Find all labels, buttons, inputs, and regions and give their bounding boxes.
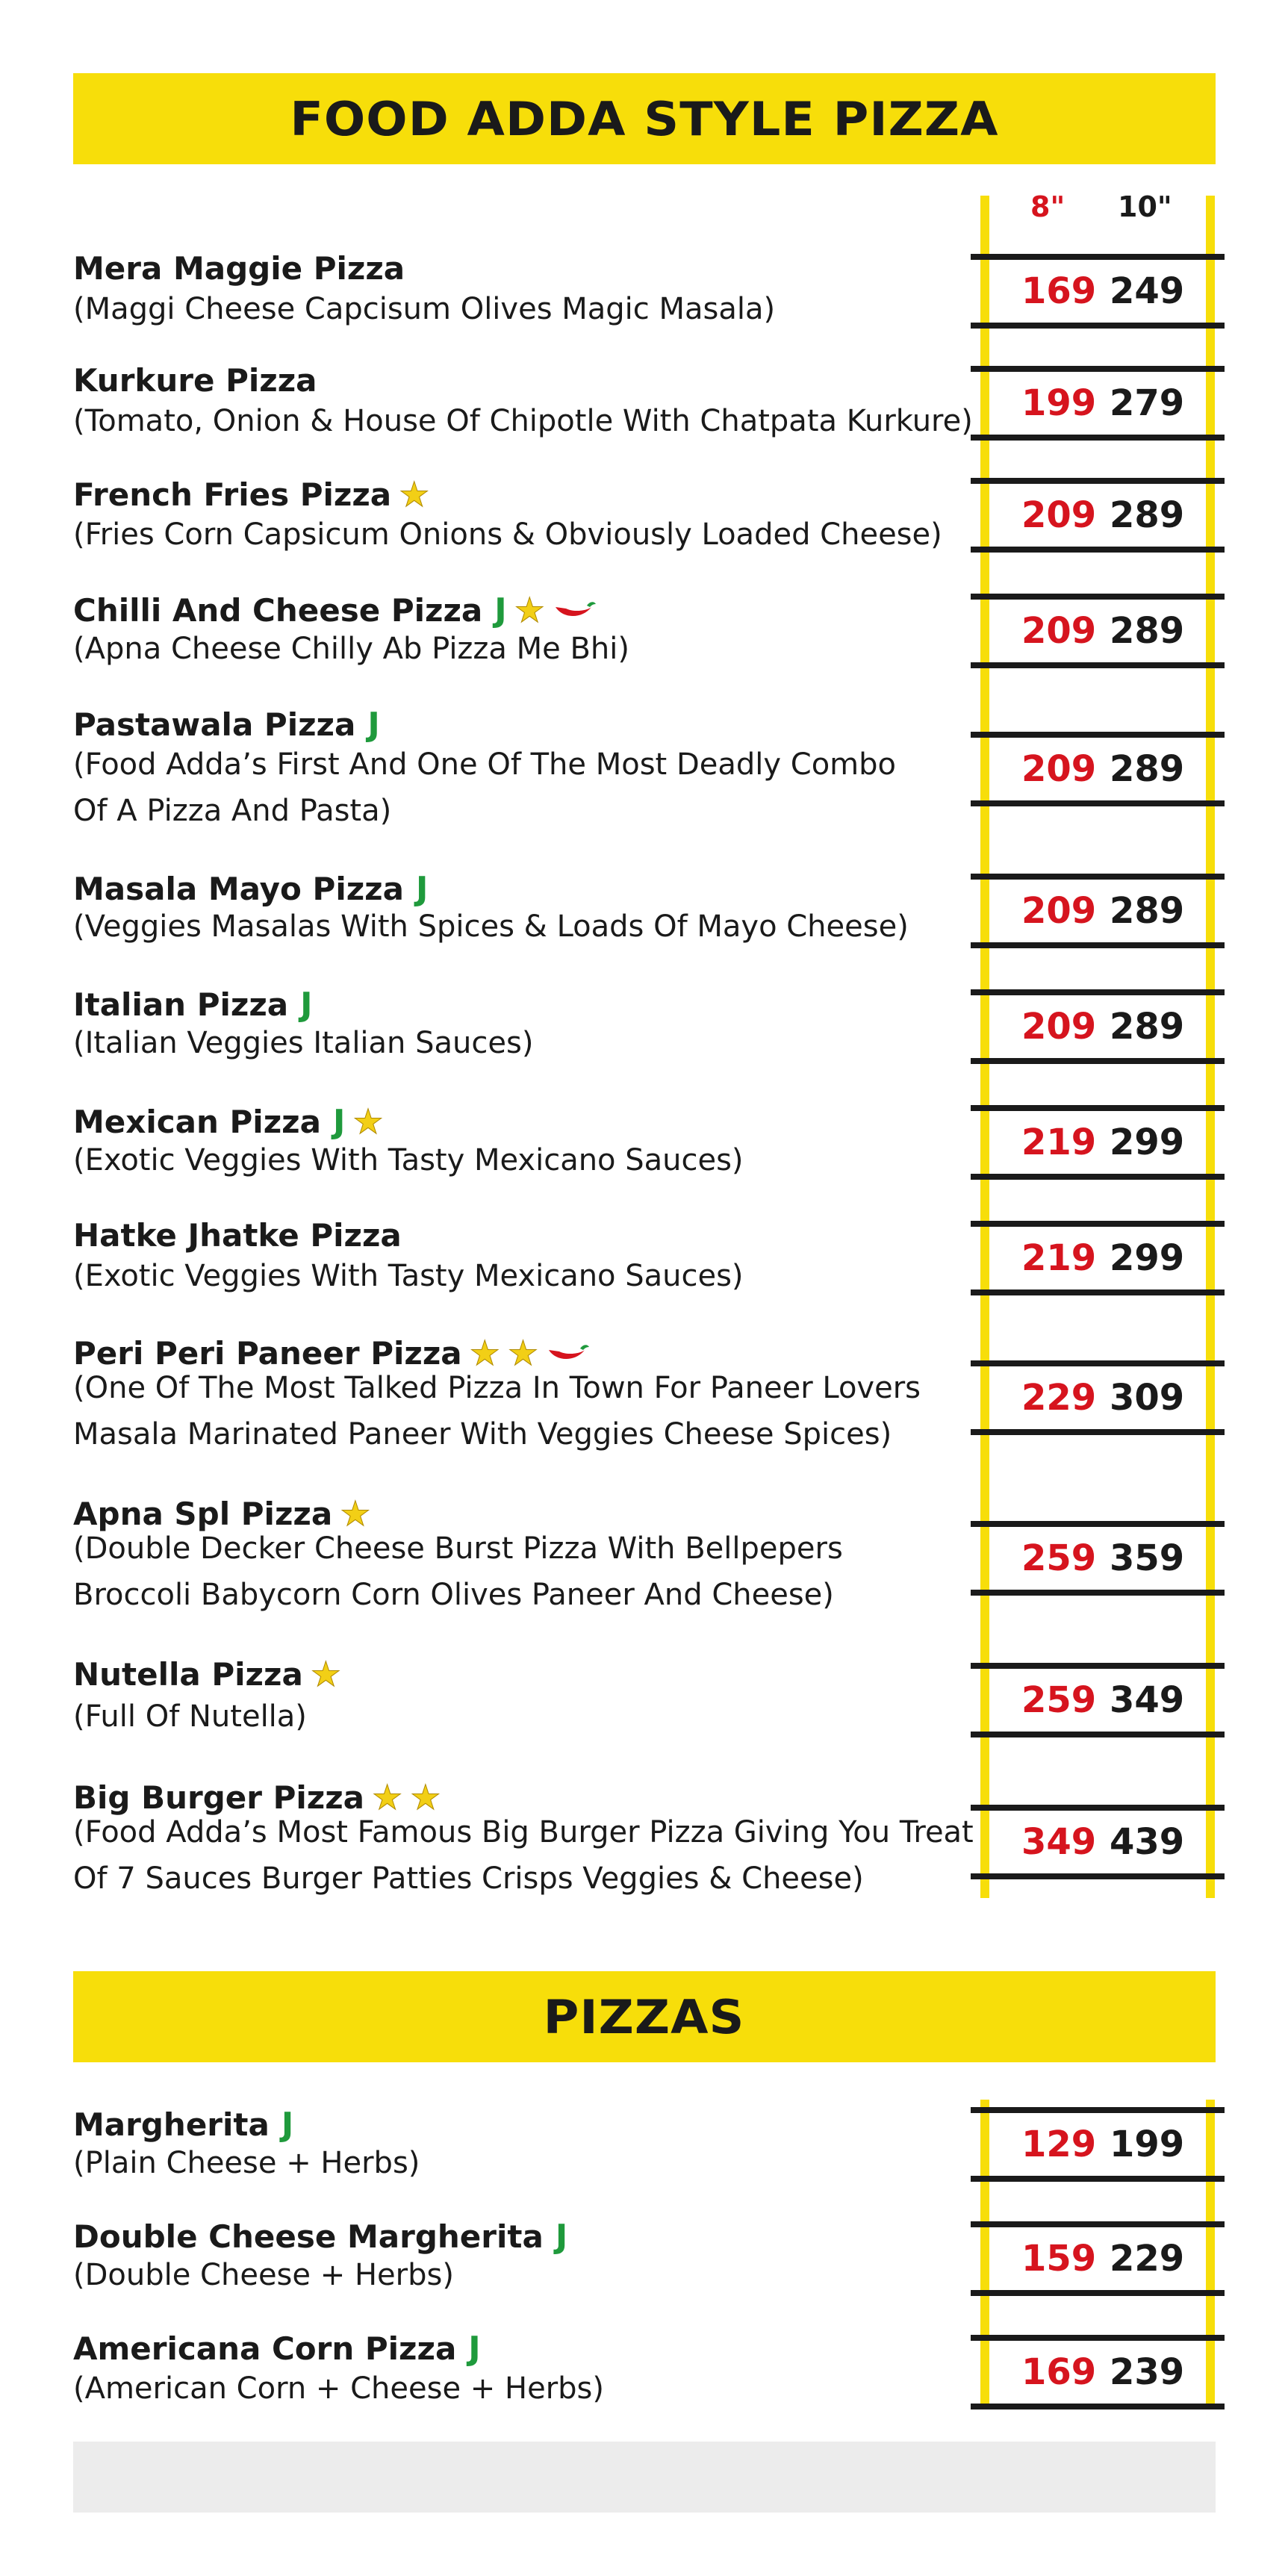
menu-item-name xyxy=(73,474,429,514)
star-icon: ★ xyxy=(310,1654,342,1694)
item-name-text: Italian Pizza xyxy=(73,986,289,1023)
price-row xyxy=(971,254,1225,329)
price-10-inch: 299 xyxy=(1110,1121,1185,1163)
menu-item-name xyxy=(73,1101,384,1142)
veg-mark-icon: J xyxy=(555,2218,568,2256)
menu-item-description: (Maggi Cheese Capcisum Olives Magic Masala) xyxy=(73,292,776,326)
price-10-inch: 299 xyxy=(1110,1237,1185,1279)
price-10-inch: 359 xyxy=(1110,1537,1185,1579)
section-title: PIZZAS xyxy=(544,1989,745,2044)
section-banner-pizzas xyxy=(73,1971,1216,2062)
star-icon: ★ xyxy=(507,1333,539,1373)
star-icon: ★ xyxy=(372,1777,403,1817)
price-10-inch: 249 xyxy=(1110,270,1185,312)
menu-item-name xyxy=(73,362,317,399)
veg-mark-icon: J xyxy=(468,2330,481,2368)
price-8-inch: 129 xyxy=(1021,2124,1097,2165)
veg-mark-icon: J xyxy=(281,2106,294,2144)
menu-item-description: (Apna Cheese Chilly Ab Pizza Me Bhi) xyxy=(73,632,629,666)
footer-bar xyxy=(73,2442,1216,2513)
price-10-inch: 439 xyxy=(1110,1821,1185,1863)
star-icon: ★ xyxy=(399,474,430,514)
price-10-inch: 289 xyxy=(1110,494,1185,536)
price-8-inch: 209 xyxy=(1021,890,1097,932)
price-10-inch: 289 xyxy=(1110,610,1185,652)
star-icon: ★ xyxy=(469,1333,500,1373)
price-8-inch: 219 xyxy=(1021,1121,1097,1163)
price-10-inch: 229 xyxy=(1110,2238,1185,2280)
veg-mark-icon: J xyxy=(494,591,507,629)
menu-item-description: (Veggies Masalas With Spices & Loads Of Mayo Cheese) xyxy=(73,909,909,944)
menu-item-name xyxy=(73,986,313,1024)
price-8-inch: 169 xyxy=(1021,270,1097,312)
price-row xyxy=(971,1805,1225,1879)
menu-item-name xyxy=(73,2330,481,2368)
price-8-inch: 229 xyxy=(1021,1377,1097,1419)
price-8-inch: 349 xyxy=(1021,1821,1097,1863)
price-8-inch: 209 xyxy=(1021,748,1097,790)
price-row xyxy=(971,1521,1225,1596)
price-8-inch: 159 xyxy=(1021,2238,1097,2280)
size-header-8: 8" xyxy=(1030,190,1065,223)
item-name-text: Masala Mayo Pizza xyxy=(73,871,404,907)
veg-mark-icon: J xyxy=(300,986,313,1024)
price-10-inch: 239 xyxy=(1110,2351,1185,2393)
section-banner-food-adda xyxy=(73,73,1216,164)
item-name-text: Big Burger Pizza xyxy=(73,1779,365,1816)
item-name-text: Peri Peri Paneer Pizza xyxy=(73,1334,462,1372)
price-10-inch: 279 xyxy=(1110,382,1185,424)
price-row xyxy=(971,478,1225,553)
item-name-text: Kurkure Pizza xyxy=(73,362,317,399)
size-header-10: 10" xyxy=(1118,190,1172,223)
menu-item-name xyxy=(73,2218,567,2256)
menu-item-description: (Double Cheese + Herbs) xyxy=(73,2258,454,2292)
item-name-text: Margherita xyxy=(73,2106,270,2143)
price-8-inch: 209 xyxy=(1021,610,1097,652)
item-name-text: Hatke Jhatke Pizza xyxy=(73,1217,402,1254)
menu-item-description: (Food Adda’s Most Famous Big Burger Pizza Giving You Treat Of 7 Sauces Burger Patties Crisps Veggies & Cheese) xyxy=(73,1815,974,1896)
veg-mark-icon: J xyxy=(367,706,380,744)
price-row xyxy=(971,1360,1225,1435)
price-10-inch: 199 xyxy=(1110,2124,1185,2165)
price-row xyxy=(971,366,1225,441)
price-10-inch: 289 xyxy=(1110,1006,1185,1048)
menu-item-description: (Italian Veggies Italian Sauces) xyxy=(73,1026,534,1060)
veg-mark-icon: J xyxy=(332,1102,346,1141)
price-10-inch: 289 xyxy=(1110,748,1185,790)
item-name-text: Nutella Pizza xyxy=(73,1655,303,1693)
item-name-text: Mexican Pizza xyxy=(73,1103,321,1140)
item-name-text: Pastawala Pizza xyxy=(73,706,356,743)
menu-item-name xyxy=(73,1654,341,1694)
star-icon: ★ xyxy=(352,1101,384,1142)
price-row xyxy=(971,874,1225,948)
menu-item-name xyxy=(73,1217,402,1254)
menu-item-description: (One Of The Most Talked Pizza In Town For Paneer Lovers Masala Marinated Paneer With Veggies Cheese Spices) xyxy=(73,1371,921,1452)
chili-icon xyxy=(553,600,597,620)
menu-item-description: (Double Decker Cheese Burst Pizza With Bellpepers Broccoli Babycorn Corn Olives Paneer And Cheese) xyxy=(73,1531,843,1612)
item-name-text: Americana Corn Pizza xyxy=(73,2330,457,2367)
menu-item-description: (Food Adda’s First And One Of The Most Deadly Combo Of A Pizza And Pasta) xyxy=(73,747,896,828)
price-row xyxy=(971,2221,1225,2296)
section-title: FOOD ADDA STYLE PIZZA xyxy=(290,91,999,146)
menu-item-description: (Exotic Veggies With Tasty Mexicano Sauces) xyxy=(73,1259,744,1293)
price-row xyxy=(971,2107,1225,2182)
price-row xyxy=(971,1663,1225,1737)
star-icon: ★ xyxy=(340,1493,371,1534)
menu-item-name xyxy=(73,590,597,630)
menu-item-name xyxy=(73,706,380,744)
item-name-text: Double Cheese Margherita xyxy=(73,2218,544,2255)
price-8-inch: 169 xyxy=(1021,2351,1097,2393)
price-row xyxy=(971,1221,1225,1295)
menu-item-description: (Tomato, Onion & House Of Chipotle With Chatpata Kurkure) xyxy=(73,404,973,438)
veg-mark-icon: J xyxy=(415,870,429,908)
star-icon: ★ xyxy=(410,1777,441,1817)
menu-item-description: (Fries Corn Capsicum Onions & Obviously Loaded Cheese) xyxy=(73,517,942,552)
price-row xyxy=(971,989,1225,1064)
star-icon: ★ xyxy=(514,590,545,630)
price-8-inch: 199 xyxy=(1021,382,1097,424)
item-name-text: French Fries Pizza xyxy=(73,476,392,513)
menu-item-description: (Exotic Veggies With Tasty Mexicano Sauces) xyxy=(73,1143,744,1177)
price-row xyxy=(971,2335,1225,2409)
menu-item-description: (Plain Cheese + Herbs) xyxy=(73,2146,420,2180)
price-row xyxy=(971,1105,1225,1180)
price-row xyxy=(971,732,1225,806)
price-8-inch: 259 xyxy=(1021,1537,1097,1579)
price-10-inch: 289 xyxy=(1110,890,1185,932)
price-8-inch: 209 xyxy=(1021,494,1097,536)
menu-item-name xyxy=(73,250,405,287)
item-name-text: Chilli And Cheese Pizza xyxy=(73,591,483,629)
menu-item-description: (American Corn + Cheese + Herbs) xyxy=(73,2371,604,2406)
price-row xyxy=(971,594,1225,668)
menu-item-name xyxy=(73,2106,293,2144)
price-8-inch: 209 xyxy=(1021,1006,1097,1048)
chili-icon xyxy=(546,1343,591,1363)
item-name-text: Mera Maggie Pizza xyxy=(73,250,405,287)
price-8-inch: 259 xyxy=(1021,1679,1097,1721)
menu-item-description: (Full Of Nutella) xyxy=(73,1699,307,1734)
price-10-inch: 349 xyxy=(1110,1679,1185,1721)
price-10-inch: 309 xyxy=(1110,1377,1185,1419)
price-8-inch: 219 xyxy=(1021,1237,1097,1279)
menu-item-name xyxy=(73,870,428,908)
item-name-text: Apna Spl Pizza xyxy=(73,1495,333,1532)
